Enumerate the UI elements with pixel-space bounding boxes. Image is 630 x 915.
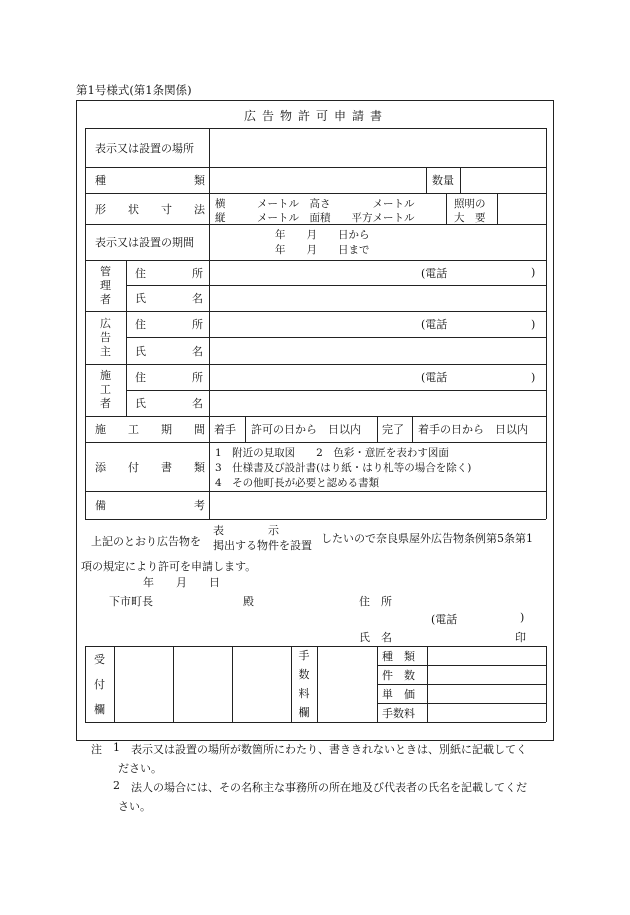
office-item-count: 件 数	[382, 668, 415, 682]
address-char-2: 所	[192, 266, 203, 280]
label-builder-2: 工	[100, 383, 111, 396]
label-work-period-4: 間	[194, 423, 205, 436]
label-attachments-2: 付	[128, 460, 139, 474]
label-type-1: 種	[95, 174, 106, 187]
label-remarks-2: 考	[194, 499, 205, 512]
form-number: 第1号様式(第1条関係)	[76, 83, 192, 97]
label-work-period	[95, 416, 205, 442]
manager-phone: (電話	[421, 266, 448, 280]
application-form	[76, 100, 554, 741]
label-shape	[95, 193, 205, 224]
label-type-2: 類	[194, 174, 205, 187]
label-remarks-1: 備	[95, 499, 106, 512]
note-2-line-2: さい。	[118, 800, 151, 813]
seal: 印	[515, 631, 526, 644]
label-advertiser	[85, 311, 126, 364]
address-char-2: 所	[192, 318, 203, 331]
note-2-line-1: 法人の場合には、その名称主な事務所の所在地及び代表者の氏名を記載してくだ	[131, 781, 527, 794]
builder-address-label	[135, 364, 203, 390]
label-advertiser-3: 主	[100, 344, 111, 358]
applicant-name-label: 氏 名	[359, 631, 392, 644]
label-advertiser-1: 広	[100, 316, 111, 330]
received-char-3: 欄	[94, 702, 105, 716]
fee-column-label	[291, 647, 317, 722]
label-attachments-4: 類	[194, 460, 205, 474]
name-char-1: 氏	[135, 344, 146, 358]
label-manager-2: 理	[100, 278, 111, 292]
label-work-period-1: 施	[95, 423, 106, 436]
label-shape-1: 形	[95, 202, 106, 216]
applicant-phone: (電話	[431, 613, 458, 626]
attachment-3: 4 その他町長が必要と認める書類	[215, 477, 380, 489]
honorific: 殿	[243, 595, 254, 608]
office-item-fee: 手数料	[382, 706, 415, 720]
work-start-detail: 許可の日から 日以内	[251, 423, 361, 436]
form-title: 広告物許可申請書	[243, 109, 388, 123]
label-period: 表示又は設置の期間	[95, 236, 194, 249]
address-char-1: 住	[135, 318, 146, 331]
dimension-line-2: 縦 メートル 面積 平方メートル	[215, 212, 415, 224]
name-char-1: 氏	[135, 292, 146, 305]
fee-char-1: 手	[298, 649, 310, 663]
label-manager	[85, 260, 126, 311]
statement-option-2: 掲出する物件を設置	[213, 539, 312, 552]
fee-char-4: 欄	[298, 705, 310, 719]
applicant-phone-close: )	[520, 611, 525, 624]
builder-phone-close: )	[531, 370, 536, 384]
statement-option-1: 表 示	[213, 524, 279, 537]
lighting-line-2: 大 要	[454, 212, 486, 224]
manager-address-label	[135, 260, 203, 285]
label-attachments	[95, 442, 205, 491]
note-2-number: 2	[113, 779, 120, 792]
lighting-line-1: 照明の	[454, 198, 486, 210]
manager-name-label	[135, 285, 203, 311]
label-builder	[85, 364, 126, 416]
work-start-label: 着手	[214, 423, 236, 436]
label-shape-3: 寸	[161, 202, 172, 216]
fee-char-3: 料	[298, 686, 310, 700]
office-item-unit-price: 単 価	[382, 687, 415, 701]
label-manager-1: 管	[100, 264, 111, 278]
advertiser-phone-close: )	[531, 317, 536, 331]
label-work-period-2: 工	[128, 423, 139, 436]
label-quantity: 数量	[432, 174, 454, 187]
period-to: 年 月 日まで	[275, 244, 370, 256]
note-1-line-1: 表示又は設置の場所が数箇所にわたり、書ききれないときは、別紙に記載してく	[131, 743, 527, 756]
builder-name-label	[135, 390, 203, 416]
label-work-period-3: 期	[161, 423, 172, 436]
advertiser-phone: (電話	[421, 318, 448, 331]
attachment-1: 1 附近の見取図 2 色彩・意匠を表わす図面	[215, 447, 449, 459]
address-char-1: 住	[135, 371, 146, 384]
received-column-label	[85, 647, 114, 722]
statement-prefix: 上記のとおり広告物を	[91, 535, 201, 548]
dimension-line-1: 横 メートル 高さ メートル	[215, 198, 415, 210]
label-builder-1: 施	[100, 369, 111, 382]
label-advertiser-2: 告	[100, 330, 111, 344]
note-1-number: 1	[113, 741, 120, 754]
label-location: 表示又は設置の場所	[95, 141, 194, 155]
label-builder-3: 者	[100, 397, 111, 410]
fee-char-2: 数	[298, 668, 310, 682]
addressee: 下市町長	[109, 595, 153, 608]
note-1-line-2: ださい。	[118, 762, 162, 775]
name-char-1: 氏	[135, 397, 146, 410]
period-from: 年 月 日から	[275, 229, 370, 241]
label-attachments-3: 書	[161, 460, 172, 474]
name-char-2: 名	[192, 292, 203, 305]
label-attachments-1: 添	[95, 460, 106, 474]
work-complete-label: 完了	[382, 423, 404, 436]
application-date: 年 月 日	[143, 576, 220, 589]
label-type	[95, 167, 205, 193]
builder-phone: (電話	[421, 371, 448, 384]
statement-line-2: 項の規定により許可を申請します。	[81, 560, 257, 573]
advertiser-address-label	[135, 311, 203, 337]
attachment-2: 3 仕様書及び設計書(はり紙・はり札等の場合を除く)	[215, 462, 472, 474]
label-shape-2: 状	[128, 202, 139, 216]
address-char-2: 所	[192, 371, 203, 384]
received-char-1: 受	[94, 652, 105, 666]
name-char-2: 名	[192, 344, 203, 358]
applicant-address-label: 住 所	[359, 595, 392, 608]
manager-phone-close: )	[531, 266, 536, 279]
notes-label: 注	[91, 743, 102, 756]
label-shape-4: 法	[194, 202, 205, 216]
received-char-2: 付	[94, 677, 105, 691]
address-char-1: 住	[135, 266, 146, 280]
label-remarks	[95, 491, 205, 519]
name-char-2: 名	[192, 397, 203, 410]
label-manager-3: 者	[100, 292, 111, 306]
advertiser-name-label	[135, 337, 203, 364]
work-complete-detail: 着手の日から 日以内	[418, 423, 528, 436]
statement-suffix: したいので奈良県屋外広告物条例第5条第1	[321, 532, 533, 545]
office-item-type: 種 類	[382, 649, 415, 663]
